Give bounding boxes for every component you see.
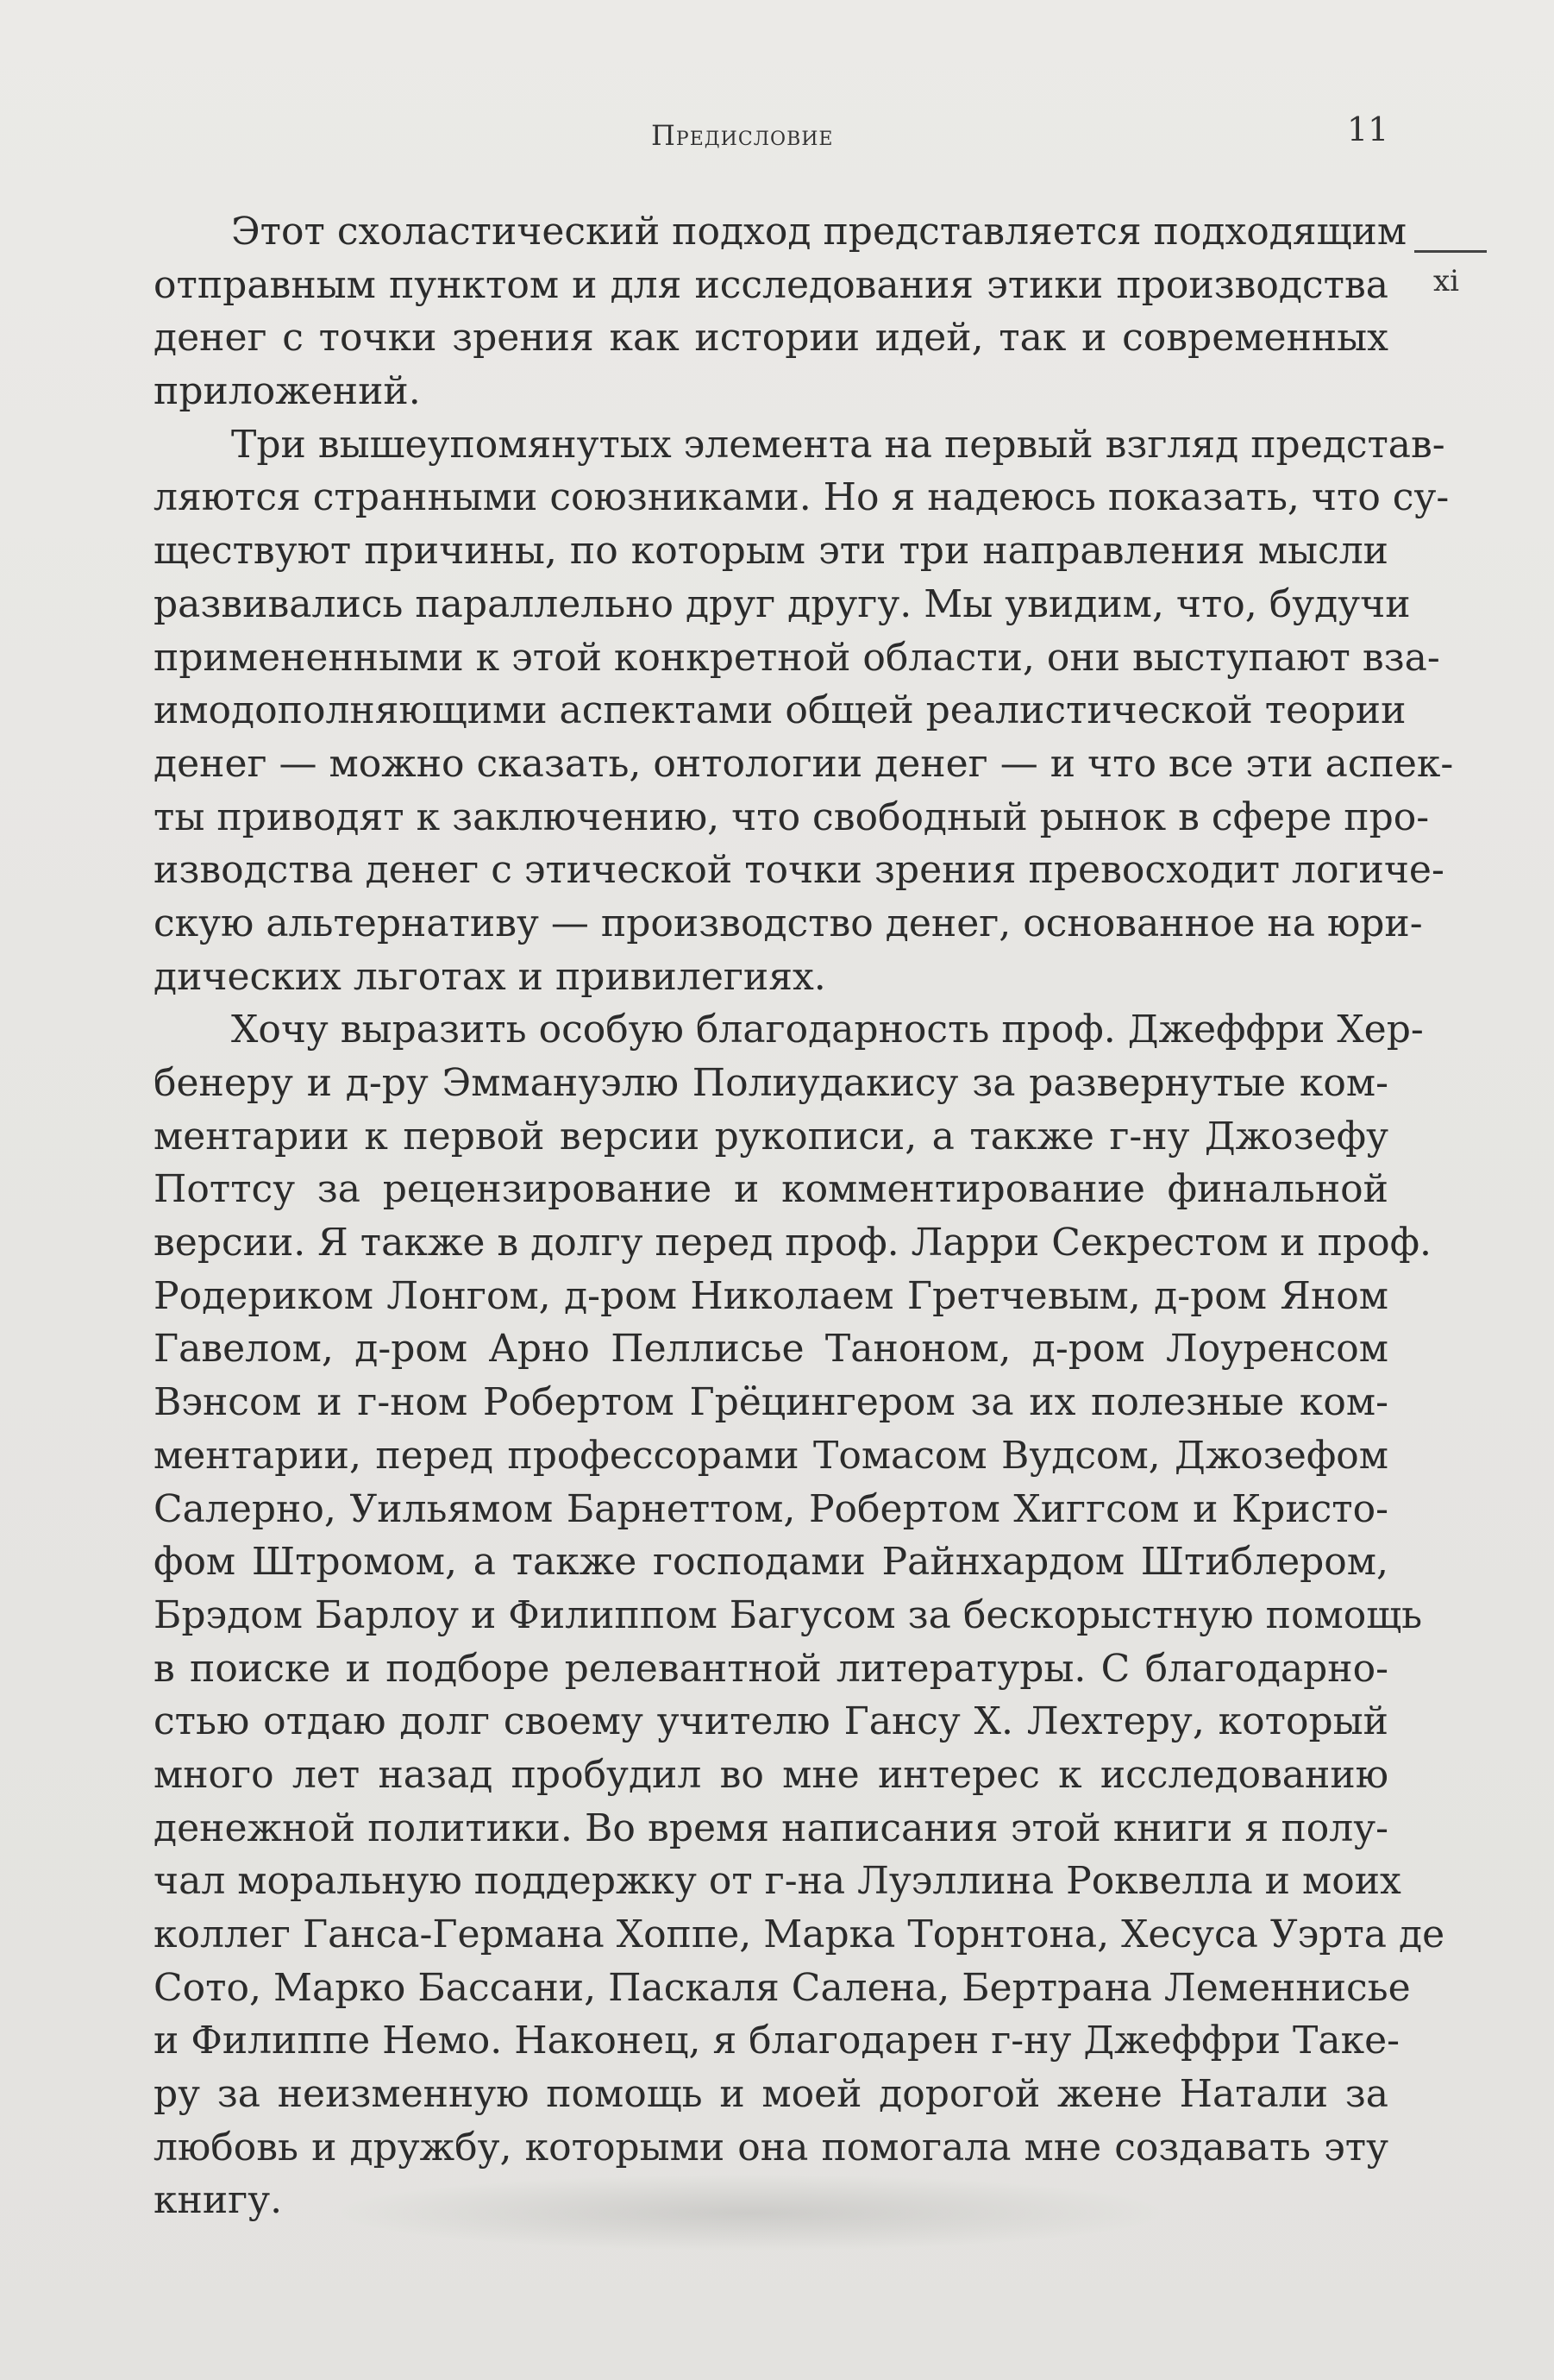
text-line: ты приводят к заключению, что свободный рынок в сфере про- [154,794,1430,839]
text-line: и Филиппе Немо. Наконец, я благодарен г-ну Джеффри Таке- [154,2019,1400,2063]
text-line: ляются странными союзниками. Но я надеюсь показать, что су- [154,475,1450,520]
text-line: много лет назад пробудил во мне интерес к исследованию [154,1752,1388,1797]
text-line: приложений. [154,369,421,414]
text-line: коллег Ганса-Германа Хоппе, Марка Торнтона, Хесуса Уэрта де [154,1912,1445,1956]
text-line: Гавелом, д-ром Арно Пеллисье Таноном, д-ром Лоуренсом [154,1327,1388,1372]
text-line: бенеру и д-ру Эммануэлю Полиудакису за развернутые ком- [154,1061,1388,1105]
text-line: денег — можно сказать, онтологии денег — и что все эти аспек- [154,741,1454,786]
text-line: примененными к этой конкретной области, они выступают вза- [154,635,1440,680]
text-line: чал моральную поддержку от г-на Луэллина Роквелла и моих [154,1859,1401,1904]
text-line: любовь и дружбу, которыми она помогала мне создавать эту [154,2125,1388,2170]
text-line: Хочу выразить особую благодарность проф. Джеффри Хер- [231,1008,1424,1052]
text-line: ментарии, перед профессорами Томасом Вудсом, Джозефом [154,1433,1388,1478]
text-line: денег с точки зрения как истории идей, так и современных [154,316,1388,361]
margin-rule [1414,250,1487,253]
bleed-through-shadow [328,2174,1173,2251]
running-head: Предисловие [651,119,834,152]
text-line: Три вышеупомянутых элемента на первый взгляд представ- [231,422,1445,467]
text-line: дических льготах и привилегиях. [154,954,826,999]
text-line: ментарии к первой версии рукописи, а также г-ну Джозефу [154,1114,1388,1159]
text-line: развивались параллельно друг другу. Мы увидим, что, будучи [154,581,1411,626]
text-line: отправным пунктом и для исследования этики производства [154,262,1388,307]
text-line: в поиске и подборе релевантной литературы. С благодарно- [154,1646,1388,1691]
text-line: книгу. [154,2178,283,2223]
text-line: ществуют причины, по которым эти три направления мысли [154,529,1388,574]
text-line: Родериком Лонгом, д-ром Николаем Гретчевым, д-ром Яном [154,1273,1388,1318]
text-line: Салерно, Уильямом Барнеттом, Робертом Хиггсом и Кристо- [154,1486,1388,1531]
text-line: Брэдом Барлоу и Филиппом Багусом за бескорыстную помощь [154,1592,1423,1637]
text-line: скую альтернативу — производство денег, основанное на юри- [154,901,1423,945]
text-line: версии. Я также в долгу перед проф. Ларри Секрестом и проф. [154,1221,1432,1265]
text-line: Сото, Марко Бассани, Паскаля Салена, Бертрана Леменнисье [154,1965,1411,2010]
text-line: изводства денег с этической точки зрения превосходит логиче- [154,848,1444,893]
text-line: фом Штромом, а также господами Райнхардом Штиблером, [154,1540,1388,1585]
text-line: Этот схоластический подход представляется подходящим [231,210,1407,254]
page-number: 11 [1347,110,1389,148]
text-line: Вэнсом и г-ном Робертом Грёцингером за их полезные ком- [154,1380,1388,1425]
text-line: ру за неизменную помощь и моей дорогой жене Натали за [154,2072,1388,2117]
text-line: Поттсу за рецензирование и комментирование финальной [154,1167,1388,1212]
margin-folio: xi [1433,264,1460,298]
text-line: имодополняющими аспектами общей реалистической теории [154,688,1407,733]
text-line: денежной политики. Во время написания этой книги я полу- [154,1805,1388,1850]
text-line: стью отдаю долг своему учителю Гансу Х. Лехтеру, который [154,1699,1388,1744]
